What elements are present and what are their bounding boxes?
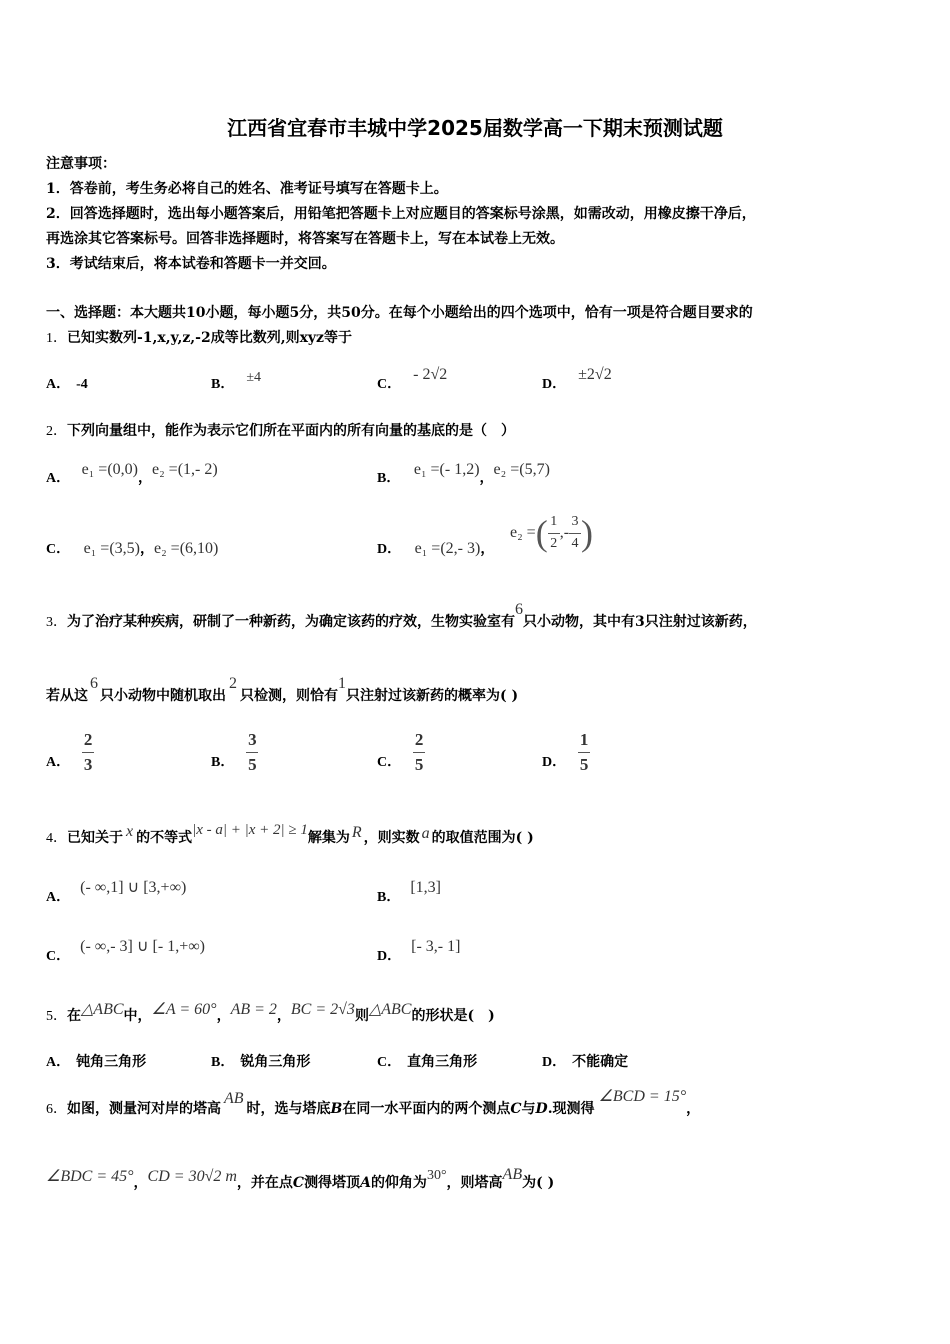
math-bc: BC = 2√3 [290,1001,355,1018]
question-number: 6． [46,1102,67,1117]
point-c: C [292,1175,305,1191]
q4-option-b[interactable] [377,879,441,906]
point-a: A [360,1175,371,1191]
notice-item-2b: 再选涂其它答案标号。回答非选择题时，将答案写在答题卡上，写在本试卷上无效。 [46,231,564,247]
option-value: 锐角三角形 [240,1055,311,1070]
option-label: A． [46,755,71,771]
page-title: 江西省宜春市丰城中学2025届数学高一下期末预测试题 [227,116,723,140]
question-text: 已知关于 [67,830,123,846]
q5-option-d[interactable] [542,1051,628,1071]
option-value: 钝角三角形 [76,1055,147,1070]
math-ab: AB [224,1090,244,1107]
option-value: 直角三角形 [407,1055,478,1070]
option-label: A． [46,377,71,392]
q3-option-d[interactable] [542,730,590,774]
option-label: B． [211,1055,235,1070]
math-angle-bdc: ∠BDC = 45° [46,1168,134,1185]
question-3-line-2 [46,675,519,705]
question-number: 4． [46,831,67,846]
option-value: - 2√2 [413,366,448,383]
option-value: -4 [76,377,88,392]
math-angle: 30° [426,1168,447,1183]
fraction: $\frac{3}{5}$ [248,730,257,774]
point-c: C [510,1101,522,1117]
option-value: ±4 [246,370,262,385]
option-label: A． [46,471,71,486]
math-cd: CD = 30√2 m [147,1168,237,1185]
question-text: 的不等式 [136,830,193,846]
section-heading: 一、选择题：本大题共10小题，每小题5分，共50分。在每个小题给出的四个选项中，恰有一项是符合题目要求的 [46,305,753,321]
q4-option-d[interactable] [377,938,461,965]
question-6-line-2: ∠BDC = 45°，CD = 30√2 m，并在点C测得塔顶A的仰角为30°，则塔高AB为( ) [46,1166,555,1191]
question-number: 2． [46,424,67,439]
q3-option-b[interactable] [211,730,258,774]
fraction-2: $\frac{3}{4}$ [569,514,581,551]
option-value: [- 3,- 1] [411,938,461,955]
option-label: A． [46,1055,71,1070]
point-b: B [330,1101,343,1117]
q4-option-a[interactable] [46,879,187,906]
notice-item-1: 1．答卷前，考生务必将自己的姓名、准考证号填写在答题卡上。 [46,181,448,197]
math-ab: AB = 2 [230,1001,277,1018]
question-text: 下列向量组中，能作为表示它们所在平面内的所有向量的基底的是（ ） [67,423,515,439]
question-text: 若从这 [46,688,88,704]
option-label: A． [46,890,71,905]
question-text: 只小动物中随机取出 [100,688,226,704]
question-text: 为( ) [522,1175,555,1191]
question-text: 时，选与塔底 [246,1101,331,1117]
question-text: ，则实数 [363,830,420,846]
q1-option-b[interactable] [211,370,262,393]
q2-option-d-vector-e2: e₂ = ( $\frac{1}{2}$ ,- $\frac{3}{4}$ ) [510,513,594,553]
question-text: 已知实数列-1,x,y,z,-2成等比数列,则xyz等于 [67,330,352,346]
q2-option-b[interactable]: B． e₁ =(- 1,2)，e₂ =(5,7) [377,461,550,486]
option-label: C． [46,542,71,557]
option-label: C． [377,1055,402,1070]
math-R: R [351,824,362,841]
option-label: C． [377,377,402,392]
question-text: 为了治疗某种疾病，研制了一种新药，为确定该药的疗效，生物实验室有 [67,614,515,630]
question-text: 只小动物，其中有3只注射过该新药， [523,614,757,630]
vector-e1: e₁ =(- 1,2) [413,461,480,478]
math-triangle: △ABC [368,1001,412,1018]
notice-item-2a: 2．回答选择题时，选出每小题答案后，用铅笔把答题卡上对应题目的答案标号涂黑，如需改动，用橡皮擦干净后， [46,206,756,222]
option-value: ±2√2 [578,366,612,383]
fraction: $\frac{2}{3}$ [83,730,93,774]
question-number: 1． [46,331,67,346]
option-label: D． [377,949,402,964]
vector-e1: e₁ =(3,5) [83,540,140,557]
q1-option-d[interactable] [542,366,612,393]
vector-e1: e₁ =(2,- 3) [414,540,481,557]
option-label: D． [542,755,567,771]
question-text: 的仰角为 [370,1175,427,1191]
question-text: 在 [67,1008,81,1024]
question-text: 的取值范围为( ) [431,830,534,846]
option-value: (- ∞,- 3] ∪ [- 1,+∞) [80,938,205,955]
question-text: 只注射过该新药的概率为( ) [346,688,519,704]
question-text: 测得塔顶 [304,1175,361,1191]
math-x: x [126,823,134,840]
question-2 [46,420,515,440]
q3-option-a[interactable] [46,730,94,774]
vector-e2: e₂ =(1,- 2) [151,461,218,478]
fraction: $\frac{1}{5}$ [579,730,589,774]
question-5: 5．在△ABC中，∠A = 60°，AB = 2，BC = 2√3则△ABC的形状是( ) [46,1001,495,1024]
question-4 [46,822,534,847]
option-label: B． [377,471,401,486]
option-label: B． [377,890,401,905]
q1-option-c[interactable] [377,366,448,393]
question-text: 则 [354,1008,369,1024]
math-six: 6 [90,675,98,692]
math-a: a [421,825,430,842]
math-ab: AB [502,1166,523,1183]
q3-option-c[interactable] [377,730,425,774]
option-value: (- ∞,1] ∪ [3,+∞) [80,879,187,896]
question-text: 只检测，则恰有 [240,688,338,704]
question-text: 与 [521,1101,536,1117]
math-one: 1 [338,675,346,692]
option-label: D． [377,542,402,557]
math-two: 2 [229,675,237,692]
question-text: 如图，测量河对岸的塔高 [67,1101,221,1117]
option-label: B． [211,755,235,771]
vector-e2-label: e₂ = [510,524,536,541]
question-3-line-1 [46,601,757,631]
option-label: B． [211,377,235,392]
notice-item-3: 3．考试结束后，将本试卷和答题卡一并交回。 [46,256,336,272]
option-label: D． [542,377,567,392]
vector-e1: e₁ =(0,0) [81,461,138,478]
q2-option-c[interactable]: C． e₁ =(3,5)，e₂ =(6,10) [46,540,219,557]
math-six: 6 [515,601,523,618]
q2-option-a[interactable]: A． e₁ =(0,0)，e₂ =(1,- 2) [46,461,218,486]
q5-option-b[interactable] [211,1051,310,1071]
question-text: ，并在点 [236,1175,293,1191]
option-label: C． [46,949,71,964]
question-text: 的形状是( ) [411,1008,495,1024]
math-angle: ∠A = 60° [151,1001,217,1018]
q2-option-d[interactable]: D． e₁ =(2,- 3)， [377,540,495,557]
q4-option-c[interactable] [46,938,205,965]
q5-option-c[interactable] [377,1051,477,1071]
question-text: ，则塔高 [446,1175,503,1191]
fraction-1: $\frac{1}{2}$ [548,514,560,551]
point-d: D [535,1101,548,1117]
option-label: D． [542,1055,567,1070]
question-text: 中， [123,1008,152,1024]
question-number: 3． [46,615,67,630]
question-text: .现测得 [547,1101,595,1117]
q5-option-a[interactable] [46,1051,146,1071]
vector-e2: e₂ =(5,7) [493,461,550,478]
math-inequality: |x - a| + |x + 2| ≥ 1 [192,822,308,838]
notice-heading: 注意事项： [46,156,116,172]
question-number: 5． [46,1009,67,1024]
option-value: 不能确定 [572,1055,629,1070]
question-text: 解集为 [307,830,350,846]
option-value: [1,3] [410,879,441,896]
math-angle-bcd: ∠BCD = 15° [598,1088,687,1105]
fraction: $\frac{2}{5}$ [414,730,424,774]
question-1 [46,327,352,347]
vector-e2: e₂ =(6,10) [153,540,219,557]
q1-option-a[interactable] [46,373,88,393]
question-text: 在同一水平面内的两个测点 [342,1101,511,1117]
question-6-line-1: 6．如图，测量河对岸的塔高AB时，选与塔底B在同一水平面内的两个测点C与D.现测得∠BCD = 15°， [46,1088,701,1117]
option-label: C． [377,755,402,771]
math-triangle: △ABC [81,1001,124,1018]
